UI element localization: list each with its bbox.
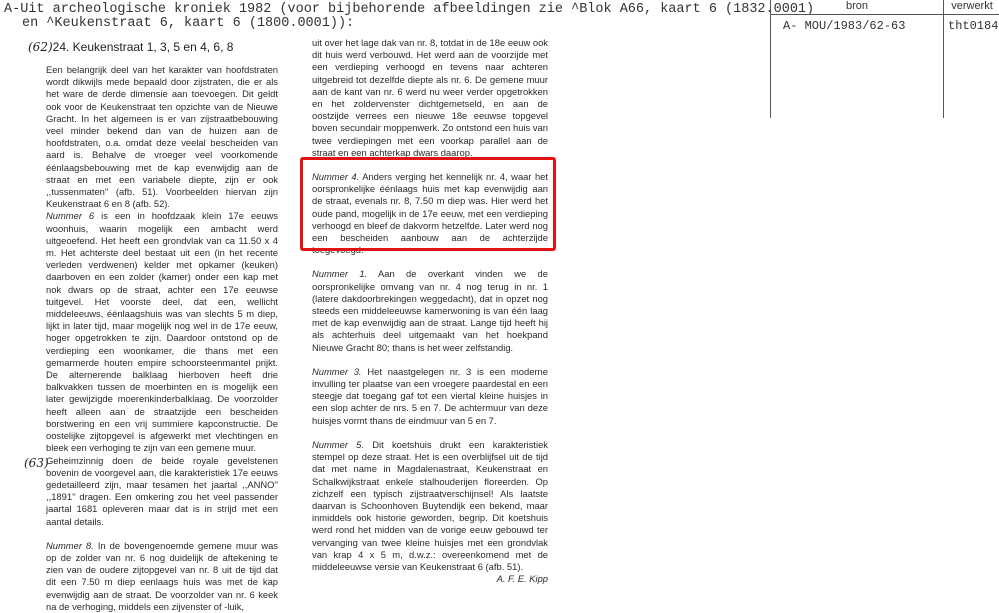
nummer5-label: Nummer 5. <box>312 438 364 450</box>
nummer1-label: Nummer 1. <box>312 268 368 280</box>
card-header-line-1: A-Uit archeologische kroniek 1982 (voor bijbehorende afbeeldingen zie ^Blok A66, kaart 6 (1832.0001) <box>4 2 815 17</box>
nummer3-text: Het naastgelegen nr. 3 is een moderne invulling ter plaatse van een vroegere paardestal en een steegje dat toegang gaf tot een viertal kleine huisjes in een slop achter de nrs. 5 en 7. De achtermuur van deze huisjes vormt thans de eindmuur van 5 en 7. <box>312 365 548 426</box>
nummer8-continued-paragraph: uit over het lage dak van nr. 8, totdat in de 18e eeuw ook dit huis werd verbouwd. Het werd aan de voorzijde met een verdieping verhoogd en tevens naar achteren uitgebreid tot dezelfde diepte als nr. 6. De gemene muur aan de kant van nr. 6 werd nu weer verder opgetrokken en het zoldervenster dichtgemetseld, en aan de oostzijde verrees een nieuwe 18e eeuwse topgevel boven secundair moppenwerk. Zo ontstond een huis van twee verdiepingen met een voorkap parallel aan de straat en een achterkap dwars daarop. <box>312 37 548 158</box>
nummer6-paragraph <box>46 210 278 454</box>
gevelstenen-paragraph: Geheimzinnig doen de beide royale gevelstenen bovenin de voorgevel aan, die karakteristiek 17e eeuws gedetailleerd zijn, maar tesamen het jaartal ,,ANNO'' ,,1891'' dragen. Een omkering zou het veel passender jaartal 1681 opleveren maar dat is in strijd met een aantal details. <box>46 454 278 527</box>
nummer4-label: Nummer 4. <box>312 171 360 183</box>
nummer5-text: Dit koetshuis drukt een karakteristiek stempel op deze straat. Het is een overblijfsel uit de tijd dat met name in Magdalenastraat, Keukenstraat en Schalkwijkstraat enkele stalhouderijen floreerden. Op zichzelf een typisch zijstraatverschijnsel! Als laatste daarvan is Schoonhoven Buytendijk een bekend, maar inmiddels ook historie geworden, begrip. Dit koetshuis werd rond het midden van de vorige eeuw gebouwd ter vervanging van twee kleine huisjes met een grondvlak van krap 4 x 5 m, d.w.z.: overeenkomend met de middeleeuwse versie van Keukenstraat 6 (afb. 51). <box>312 438 548 572</box>
source-reference: A- MOU/1983/62-63 <box>783 19 906 33</box>
processed-code: tht0184 <box>948 19 999 33</box>
nummer5-paragraph <box>312 439 548 573</box>
right-column <box>312 37 548 585</box>
source-column <box>771 0 944 118</box>
intro-paragraph: Een belangrijk deel van het karakter van hoofdstraten wordt dikwijls mede bepaald door zijstraten, die er als het ware de derde dimensie aan toevoegen. Dit geldt ook voor de Keukenstraat ten opzichte van de Nieuwe Gracht. In het algemeen is er van zijstraatbebouwing veel minder bekend dan van de huizen aan de hoofdstraten, o.a. omdat deze veelal bescheiden van aard is. Behalve de vroeger veel voorkomende éénlaagsbebouwing met de kap evenwijdig aan de straat en met een variabele diepte, zijn er ook ,,tussenmaten'' (afb. 51). Voorbeelden hiervan zijn Keukenstraat 6 en 8 (afb. 52). <box>46 64 278 210</box>
source-table <box>770 0 999 118</box>
page-margin-number-63: (63) <box>24 456 49 470</box>
nummer1-paragraph <box>312 268 548 353</box>
nummer4-text: Anders verging het kennelijk nr. 4, waar het oorspronkelijke éénlaags huis met kap evenwijdig aan de straat, evenals nr. 8, 7.50 m diep was. Hier werd het oude pand, mogelijk in de 17e eeuw, met een verdieping verhoogd en bleef de dakvorm hetzelfde. Later werd nog een bescheiden aanbouw aan de achterzijde toegevoegd. <box>312 171 548 256</box>
source-column-header: bron <box>771 0 943 15</box>
page-margin-number: (62) <box>28 40 53 54</box>
nummer3-paragraph <box>312 366 548 427</box>
nummer6-label: Nummer 6 <box>46 210 95 222</box>
article-title-text: Keukenstraat 1, 3, 5 en 4, 6, 8 <box>72 40 234 54</box>
article-title <box>28 40 233 54</box>
nummer8-paragraph <box>46 540 278 613</box>
selection-highlight-box <box>300 157 556 251</box>
processed-column-header: verwerkt <box>944 0 999 15</box>
nummer1-text: Aan de overkant vinden we de oorspronkelijke omvang van nr. 4 nog terug in nr. 1 (latere dakdoorbrekingen weggedacht), dat in opzet nog steeds een middeleeuwse kamerwoning is van één laag met de kap evenwijdig aan de straat. Lange tijd heeft hij als achterhuis deel uitgemaakt van het hoekpand Nieuwe Gracht 80; thans is het weer zelfstandig. <box>312 268 548 353</box>
nummer8-label: Nummer 8. <box>46 539 94 551</box>
left-column <box>46 64 278 613</box>
processed-column <box>944 0 999 118</box>
card-header-line-2: en ^Keukenstraat 6, kaart 6 (1800.0001)): <box>22 16 355 31</box>
article-number: 24. <box>52 40 70 54</box>
nummer3-label: Nummer 3. <box>312 365 362 377</box>
nummer6-text: is een in hoofdzaak klein 17e eeuws woonhuis, waarin mogelijk een ambacht werd uitgeoefend. Het heeft een grondvlak van ca 11.50 x 4 m. Het achterste deel bestaat uit een (in het recente verleden verdwenen) kelder met opkamer (keuken) daarboven en een zolder (kamer) onder een kap met nok dwars op de straat, achter een 17e eeuwse tuitgevel. Het voorste deel, dat een, wellicht middeleeuws, éénlaagshuis was van slechts 5 m diep, lijkt in later tijd, maar mogelijk nog wel in de 17e eeuw, hoger opgetrokken te zijn. Daardoor ontstond op de verdieping een woonkamer, die thans met een gemarmerde houten empire schoorsteenmantel prijkt. De alternerende balklaag hierboven heeft drie balkvakken tussen de moerbinten en is mogelijk een later gewijzigde moerenkinderbalklaag. De voorzolder heeft alleen aan de straatzijde een bescheiden borstwering en een vrij summiere kapconstructie. De oostelijke zijtopgevel is afgewerkt met vlechtingen en bleek een verhoging te zijn van een gemene muur. <box>46 210 278 454</box>
nummer8-text: In de bovengenoemde gemene muur was op de zolder van nr. 6 nog duidelijk de aftekening te zien van de oudere zijtopgevel van nr. 8 uit de tijd dat dit een 7.50 m diep eenlaags huis was met de kap evenwijdig aan de straat. De voorzolder van nr. 6 keek na de verhoging, middels een zijvenster of -luik, <box>46 539 278 612</box>
article-author: A. F. E. Kipp <box>496 573 548 585</box>
